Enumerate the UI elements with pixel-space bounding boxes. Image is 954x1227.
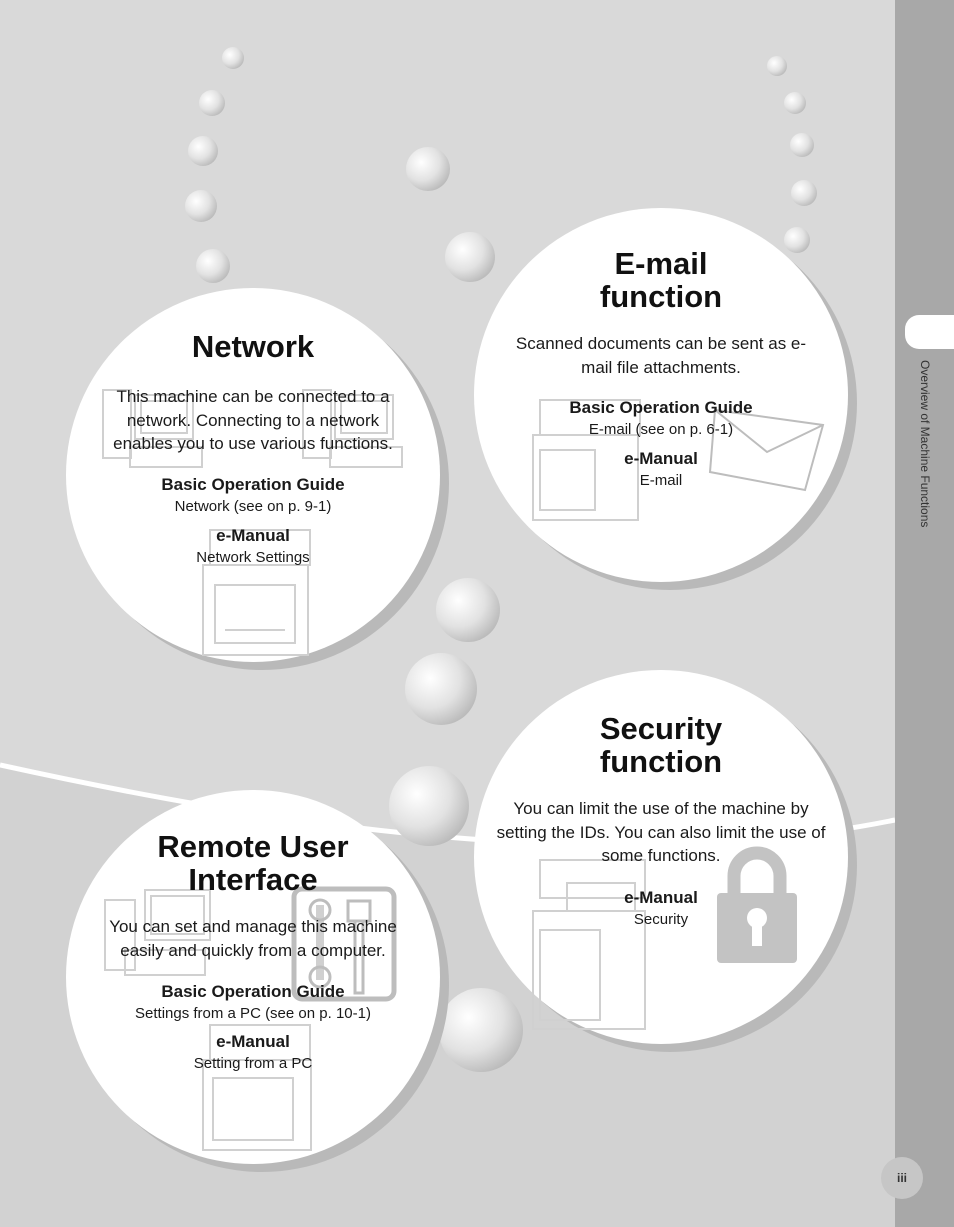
guide-reference: E-mail bbox=[639, 472, 683, 489]
section-title: Overview of Machine Functions bbox=[918, 360, 932, 528]
guide-reference: E-mail (see on p. 6-1) bbox=[588, 421, 734, 438]
remote-ui-description-line: easily and quickly from a computer. bbox=[120, 940, 386, 960]
basic-operation-guide-heading: Basic Operation Guide bbox=[161, 474, 345, 494]
network-description-line: enables you to use various functions. bbox=[113, 434, 393, 453]
guide-reference: Setting from a PC bbox=[193, 1055, 313, 1072]
security-description-line: You can limit the use of the machine by bbox=[513, 799, 809, 818]
remote-ui-title: Interface bbox=[188, 862, 318, 897]
network-panel bbox=[66, 330, 440, 568]
security-description-line: setting the IDs. You can also limit the use of bbox=[496, 822, 826, 842]
basic-operation-guide-heading: Basic Operation Guide bbox=[161, 982, 345, 1001]
e-manual-heading: e-Manual bbox=[624, 449, 698, 468]
chapter-sidebar bbox=[895, 0, 954, 1227]
chapter-tab[interactable] bbox=[905, 315, 954, 349]
email-description-line: mail file attachments. bbox=[581, 357, 741, 377]
email-description-line: Scanned documents can be sent as e- bbox=[515, 334, 807, 353]
security-title: function bbox=[599, 744, 723, 779]
e-manual-heading: e-Manual bbox=[216, 1032, 290, 1051]
guide-reference: Settings from a PC (see on p. 10-1) bbox=[135, 1005, 371, 1022]
email-panel bbox=[474, 247, 848, 491]
security-panel bbox=[474, 712, 848, 930]
email-title: E-mail bbox=[614, 246, 708, 281]
e-manual-heading: e-Manual bbox=[216, 525, 290, 545]
e-manual-heading: e-Manual bbox=[624, 887, 698, 907]
guide-reference: Network (see on p. 9-1) bbox=[174, 497, 332, 515]
guide-reference: Network Settings bbox=[196, 548, 310, 566]
security-title: Security bbox=[599, 711, 723, 746]
remote-ui-title: Remote User bbox=[157, 829, 349, 864]
security-description-line: some functions. bbox=[601, 846, 721, 865]
guide-reference: Security bbox=[633, 910, 689, 928]
network-description-line: This machine can be connected to a bbox=[116, 387, 390, 406]
network-description-line: network. Connecting to a network bbox=[126, 410, 380, 430]
page-number: iii bbox=[881, 1157, 923, 1199]
remote-ui-description-line: You can set and manage this machine bbox=[109, 917, 397, 936]
remote-ui-panel bbox=[66, 830, 440, 1074]
email-title: function bbox=[599, 279, 723, 314]
network-title: Network bbox=[191, 329, 315, 364]
basic-operation-guide-heading: Basic Operation Guide bbox=[569, 398, 753, 417]
